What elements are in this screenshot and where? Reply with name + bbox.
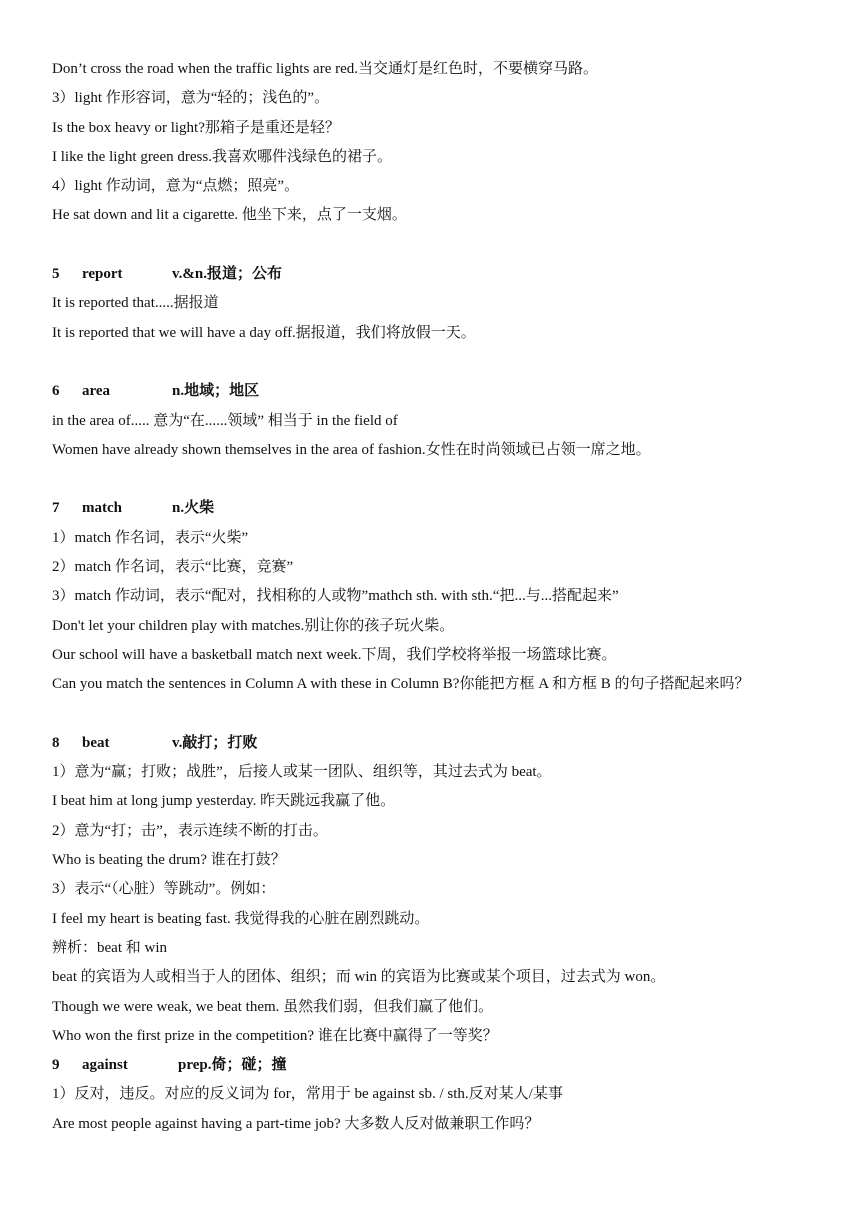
section-pos: n.火柴 (172, 500, 215, 517)
text-line: 1）反对，违反。对应的反义词为 for，常用于 be against sb. / sth.反对某人/某事 (52, 1086, 563, 1103)
text-line: beat 的宾语为人或相当于人的团体、组织；而 win 的宾语为比赛或某个项目，过去式为 won。 (52, 969, 666, 986)
text-line: 4）light 作动词，意为“点燃；照亮”。 (52, 178, 300, 195)
spacer (52, 700, 820, 729)
text-line: 2）match 作名词，表示“比赛，竞赛” (52, 559, 294, 576)
text-line: Is the box heavy or light?那箱子是重还是轻？ (52, 119, 340, 136)
text-line: Women have already shown themselves in the area of fashion.女性在时尚领域已占领一席之地。 (52, 441, 651, 458)
section-word: report (82, 266, 123, 283)
text-line: I beat him at long jump yesterday. 昨天跳远我赢了他。 (52, 793, 396, 810)
section-word: beat (82, 734, 110, 751)
section-number: 8 (52, 734, 60, 751)
text-line: 辨析：beat 和 win (52, 939, 167, 956)
section-number: 9 (52, 1057, 60, 1074)
text-line: I like the light green dress.我喜欢哪件浅绿色的裙子。 (52, 148, 392, 165)
text-line: I feel my heart is beating fast. 我觉得我的心脏在剧烈跳动。 (52, 910, 430, 927)
spacer (52, 348, 820, 377)
section-pos: v.敲打；打败 (172, 734, 258, 751)
text-line: 3）match 作动词，表示“配对，找相称的人或物”mathch sth. with sth.“把...与...搭配起来” (52, 588, 619, 605)
spacer (52, 465, 820, 494)
section-number: 5 (52, 266, 60, 283)
text-line: Don’t cross the road when the traffic lights are red.当交通灯是红色时，不要横穿马路。 (52, 61, 599, 77)
spacer (52, 231, 820, 260)
text-line: Don't let your children play with matches.别让你的孩子玩火柴。 (52, 617, 455, 634)
text-line: Are most people against having a part-time job? 大多数人反对做兼职工作吗？ (52, 1115, 540, 1132)
text-line: Can you match the sentences in Column A with these in Column B?你能把方框 A 和方框 B 的句子搭配起来吗？ (52, 676, 750, 693)
section-word: against (82, 1057, 128, 1074)
text-line: 3）light 作形容词，意为“轻的；浅色的”。 (52, 90, 330, 107)
section-heading-beat (52, 729, 820, 758)
text-line: in the area of..... 意为“在......领域” 相当于 in the field of (52, 412, 398, 429)
section-number: 7 (52, 500, 60, 517)
text-line: Who is beating the drum? 谁在打鼓？ (52, 852, 286, 869)
text-line: He sat down and lit a cigarette. 他坐下来，点了一支烟。 (52, 207, 407, 224)
text-line: Though we were weak, we beat them. 虽然我们弱，但我们赢了他们。 (52, 998, 494, 1015)
text-line: 1）意为“赢；打败；战胜”，后接人或某一团队、组织等，其过去式为 beat。 (52, 764, 552, 781)
text-line: It is reported that.....据报道 (52, 295, 219, 312)
text-line: It is reported that we will have a day off.据报道，我们将放假一天。 (52, 324, 476, 341)
text-line: 2）意为“打；击”，表示连续不断的打击。 (52, 822, 328, 839)
section-heading-area (52, 377, 820, 406)
section-heading-report (52, 260, 820, 289)
text-line: 1）match 作名词，表示“火柴” (52, 529, 249, 546)
text-line: Who won the first prize in the competition? 谁在比赛中赢得了一等奖？ (52, 1027, 498, 1044)
text-line: 3）表示“（心脏）等跳动”。例如： (52, 881, 276, 898)
section-pos: v.&n.报道；公布 (172, 266, 283, 283)
section-word: match (82, 500, 122, 517)
text-line: Our school will have a basketball match next week.下周，我们学校将举报一场篮球比赛。 (52, 646, 617, 663)
section-number: 6 (52, 383, 60, 400)
section-pos: prep.倚；碰；撞 (178, 1057, 287, 1074)
section-word: area (82, 383, 111, 400)
section-heading-match (52, 494, 820, 523)
section-pos: n.地域；地区 (172, 383, 260, 400)
section-heading-against (52, 1051, 820, 1080)
